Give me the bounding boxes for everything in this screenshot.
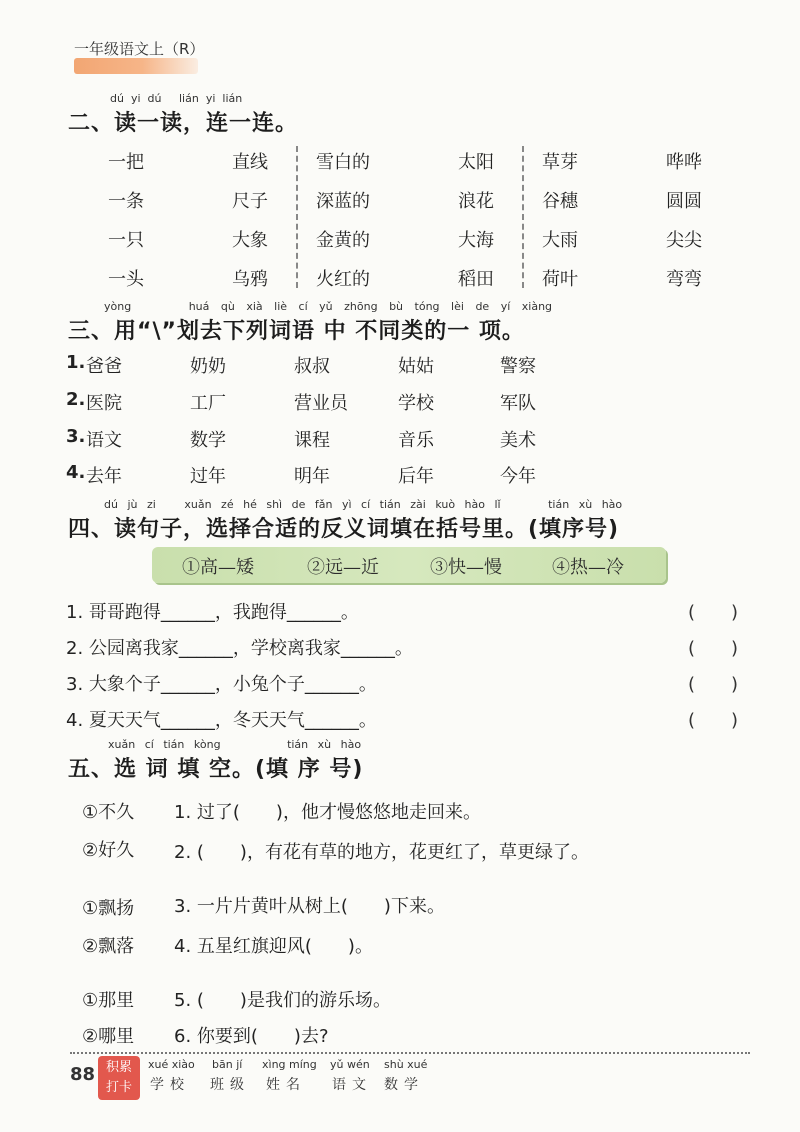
footer-dotted-divider xyxy=(70,1052,750,1054)
fill-sentence[interactable]: 1. 过了( )，他才慢悠悠地走回来。 xyxy=(174,802,481,823)
column-divider xyxy=(296,146,298,288)
word[interactable]: 谷穗 xyxy=(542,191,578,212)
word[interactable]: 语文 xyxy=(86,430,122,451)
word[interactable]: 美术 xyxy=(500,430,536,451)
word[interactable]: 乌鸦 xyxy=(232,269,268,290)
word[interactable]: 营业员 xyxy=(294,393,348,414)
word[interactable]: 尺子 xyxy=(232,191,268,212)
footer-pinyin: xìng míng xyxy=(262,1058,317,1071)
option-item: ③快—慢 xyxy=(430,557,502,578)
item-number: 2. xyxy=(66,389,86,410)
word[interactable]: 医院 xyxy=(86,393,122,414)
footer-word: 班级 xyxy=(210,1077,250,1093)
s3-pinyin: yòng huá qù xià liè cí yǔ zhōng bù tóng lèi de yí xiàng xyxy=(104,300,553,313)
badge-line: 积累 xyxy=(105,1060,132,1075)
footer-word: 姓名 xyxy=(266,1077,306,1093)
word[interactable]: 去年 xyxy=(86,466,122,487)
s4-heading: 四、读句子，选择合适的反义词填在括号里。(填序号) xyxy=(68,517,620,542)
word[interactable]: 荷叶 xyxy=(542,269,578,290)
option-item: ①高—矮 xyxy=(182,557,254,578)
word[interactable]: 尖尖 xyxy=(666,230,702,251)
word-option: ①飘扬 xyxy=(82,898,135,919)
page-number: 88 xyxy=(70,1064,96,1085)
badge-line: 打卡 xyxy=(105,1080,132,1095)
word[interactable]: 雪白的 xyxy=(316,152,370,173)
word[interactable]: 今年 xyxy=(500,466,536,487)
fill-sentence[interactable]: 1. 哥哥跑得______，我跑得______。 xyxy=(66,602,359,623)
word[interactable]: 浪花 xyxy=(458,191,494,212)
item-number: 1. xyxy=(66,352,86,373)
word[interactable]: 奶奶 xyxy=(190,356,226,377)
word[interactable]: 一把 xyxy=(108,152,144,173)
word[interactable]: 大雨 xyxy=(542,230,578,251)
word[interactable]: 警察 xyxy=(500,356,536,377)
footer-pinyin: shù xué xyxy=(384,1058,428,1071)
answer-parentheses[interactable]: ( ) xyxy=(688,674,739,695)
word[interactable]: 军队 xyxy=(500,393,536,414)
footer-word: 学校 xyxy=(150,1077,190,1093)
item-number: 3. xyxy=(66,426,86,447)
word-option: ②好久 xyxy=(82,840,135,861)
word[interactable]: 一头 xyxy=(108,269,144,290)
word[interactable]: 过年 xyxy=(190,466,226,487)
word-option: ②飘落 xyxy=(82,936,135,957)
option-item: ④热—冷 xyxy=(552,557,624,578)
fill-sentence[interactable]: 4. 夏天天气______，冬天天气______。 xyxy=(66,710,377,731)
word[interactable]: 工厂 xyxy=(190,393,226,414)
word[interactable]: 火红的 xyxy=(316,269,370,290)
word[interactable]: 金黄的 xyxy=(316,230,370,251)
word[interactable]: 弯弯 xyxy=(666,269,702,290)
word[interactable]: 圆圆 xyxy=(666,191,702,212)
word[interactable]: 太阳 xyxy=(458,152,494,173)
fill-sentence[interactable]: 2. 公园离我家______，学校离我家______。 xyxy=(66,638,413,659)
word[interactable]: 课程 xyxy=(294,430,330,451)
word[interactable]: 音乐 xyxy=(398,430,434,451)
antonym-options-bar xyxy=(152,547,666,583)
word-option: ①那里 xyxy=(82,990,135,1011)
answer-parentheses[interactable]: ( ) xyxy=(688,602,739,623)
fill-sentence[interactable]: 6. 你要到( )去? xyxy=(174,1026,329,1047)
footer-pinyin: yǔ wén xyxy=(330,1058,370,1071)
word-option: ①不久 xyxy=(82,802,135,823)
word[interactable]: 大象 xyxy=(232,230,268,251)
word[interactable]: 后年 xyxy=(398,466,434,487)
answer-parentheses[interactable]: ( ) xyxy=(688,710,739,731)
fill-sentence[interactable]: 4. 五星红旗迎风( )。 xyxy=(174,936,373,957)
word[interactable]: 爸爸 xyxy=(86,356,122,377)
checkin-badge xyxy=(98,1056,140,1100)
option-item: ②远—近 xyxy=(307,557,379,578)
word-option: ②哪里 xyxy=(82,1026,135,1047)
footer-word: 语文 xyxy=(332,1077,372,1093)
word[interactable]: 草芽 xyxy=(542,152,578,173)
fill-sentence[interactable]: 3. 一片片黄叶从树上( )下来。 xyxy=(174,896,445,917)
word[interactable]: 哗哗 xyxy=(666,152,702,173)
word[interactable]: 深蓝的 xyxy=(316,191,370,212)
word[interactable]: 明年 xyxy=(294,466,330,487)
s2-heading: 二、读一读，连一连。 xyxy=(68,111,299,136)
word[interactable]: 姑姑 xyxy=(398,356,434,377)
word[interactable]: 一条 xyxy=(108,191,144,212)
word[interactable]: 直线 xyxy=(232,152,268,173)
footer-word: 数学 xyxy=(384,1077,424,1093)
book-title: 一年级语文上（R） xyxy=(74,40,205,58)
s5-heading: 五、选 词 填 空。(填 序 号) xyxy=(68,757,364,782)
word[interactable]: 稻田 xyxy=(458,269,494,290)
word[interactable]: 叔叔 xyxy=(294,356,330,377)
s4-pinyin: dú jù zi xuǎn zé hé shì de fǎn yì cí tián zài kuò hào lǐ tián xù hào xyxy=(104,498,623,511)
fill-sentence[interactable]: 3. 大象个子______，小兔个子______。 xyxy=(66,674,377,695)
item-number: 4. xyxy=(66,462,86,483)
s2-pinyin: dú yi dú lián yi lián xyxy=(110,92,243,105)
word[interactable]: 大海 xyxy=(458,230,494,251)
answer-parentheses[interactable]: ( ) xyxy=(688,638,739,659)
fill-sentence[interactable]: 2. ( )，有花有草的地方，花更红了，草更绿了。 xyxy=(174,842,589,863)
fill-sentence[interactable]: 5. ( )是我们的游乐场。 xyxy=(174,990,391,1011)
header-decoration-bar xyxy=(74,58,198,74)
s3-heading: 三、用“\”划去下列词语 中 不同类的一 项。 xyxy=(68,319,525,344)
word[interactable]: 一只 xyxy=(108,230,144,251)
word[interactable]: 学校 xyxy=(398,393,434,414)
column-divider xyxy=(522,146,524,288)
word[interactable]: 数学 xyxy=(190,430,226,451)
s5-pinyin: xuǎn cí tián kòng tián xù hào xyxy=(108,738,362,751)
footer-pinyin: bān jí xyxy=(212,1058,243,1071)
footer-pinyin: xué xiào xyxy=(148,1058,195,1071)
